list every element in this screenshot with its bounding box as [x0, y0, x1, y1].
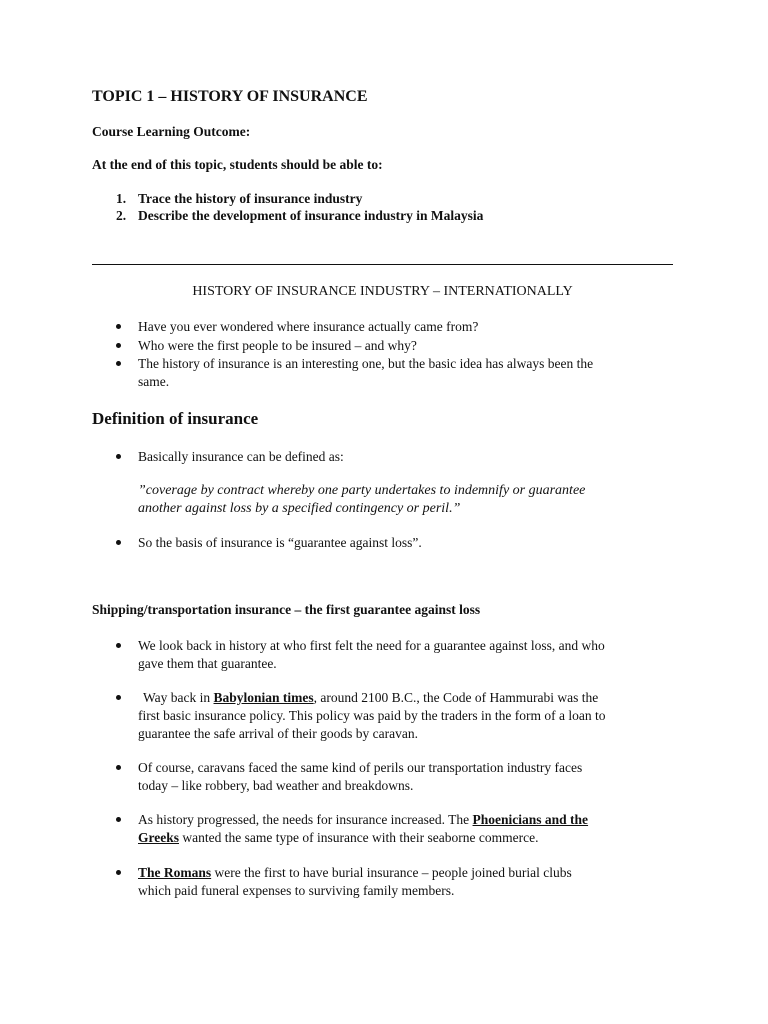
- page-title: TOPIC 1 – HISTORY OF INSURANCE: [92, 88, 368, 105]
- bullet-icon: [116, 324, 121, 329]
- list-item: [143, 689, 598, 707]
- definition-quote: ”coverage by contract whereby one party undertakes to indemnify or guarantee: [138, 483, 586, 498]
- list-item: [138, 811, 588, 829]
- emphasis-romans: The Romans: [138, 865, 212, 880]
- list-item: We look back in history at who first felt the need for a guarantee against loss, and who: [138, 638, 605, 653]
- emphasis-babylonian: Babylonian times: [213, 690, 314, 705]
- bullet-icon: [116, 870, 121, 875]
- bullet-icon: [116, 817, 121, 822]
- list-item: Of course, caravans faced the same kind of perils our transportation industry faces: [138, 760, 583, 775]
- definition-heading: Definition of insurance: [92, 409, 259, 428]
- list-item: Basically insurance can be defined as:: [138, 449, 344, 464]
- list-item-continuation: [138, 829, 538, 847]
- objective-item: Trace the history of insurance industry: [138, 191, 363, 206]
- shipping-heading: Shipping/transportation insurance – the first guarantee against loss: [92, 602, 481, 617]
- objective-number: 2.: [116, 208, 127, 223]
- definition-quote: another against loss by a specified contingency or peril.”: [138, 501, 461, 516]
- list-item: So the basis of insurance is “guarantee against loss”.: [138, 535, 422, 550]
- text-segment: wanted the same type of insurance with their seaborne commerce.: [179, 830, 539, 845]
- list-item-continuation: guarantee the safe arrival of their goods by caravan.: [138, 726, 418, 741]
- bullet-icon: [116, 643, 121, 648]
- list-item: Who were the first people to be insured – and why?: [138, 338, 417, 353]
- bullet-icon: [116, 454, 121, 459]
- intro-text: At the end of this topic, students should be able to:: [92, 157, 383, 172]
- list-item: The history of insurance is an interesting one, but the basic idea has always been the: [138, 356, 594, 371]
- objective-number: 1.: [116, 191, 127, 206]
- clo-label: Course Learning Outcome:: [92, 124, 251, 139]
- section-divider: [92, 264, 673, 265]
- list-item-continuation: gave them that guarantee.: [138, 656, 277, 671]
- text-segment: were the first to have burial insurance – people joined burial clubs: [211, 865, 572, 880]
- objective-item: Describe the development of insurance industry in Malaysia: [138, 208, 484, 223]
- text-segment: Way back in: [143, 690, 214, 705]
- list-item: [138, 864, 572, 882]
- text-segment: , around 2100 B.C., the Code of Hammurabi was the: [313, 690, 599, 705]
- bullet-icon: [116, 343, 121, 348]
- bullet-icon: [116, 765, 121, 770]
- bullet-icon: [116, 361, 121, 366]
- list-item-continuation: today – like robbery, bad weather and breakdowns.: [138, 778, 414, 793]
- bullet-icon: [116, 540, 121, 545]
- list-item-continuation: first basic insurance policy. This policy was paid by the traders in the form of a loan to: [138, 708, 606, 723]
- list-item-continuation: which paid funeral expenses to surviving family members.: [138, 883, 455, 898]
- section-heading: HISTORY OF INSURANCE INDUSTRY – INTERNATIONALLY: [192, 284, 573, 299]
- emphasis-greeks: Greeks: [138, 830, 179, 845]
- text-segment: As history progressed, the needs for insurance increased. The: [138, 812, 473, 827]
- bullet-icon: [116, 695, 121, 700]
- list-item: Have you ever wondered where insurance actually came from?: [138, 319, 479, 334]
- emphasis-phoenicians: Phoenicians and the: [472, 812, 589, 827]
- list-item-continuation: same.: [138, 374, 170, 389]
